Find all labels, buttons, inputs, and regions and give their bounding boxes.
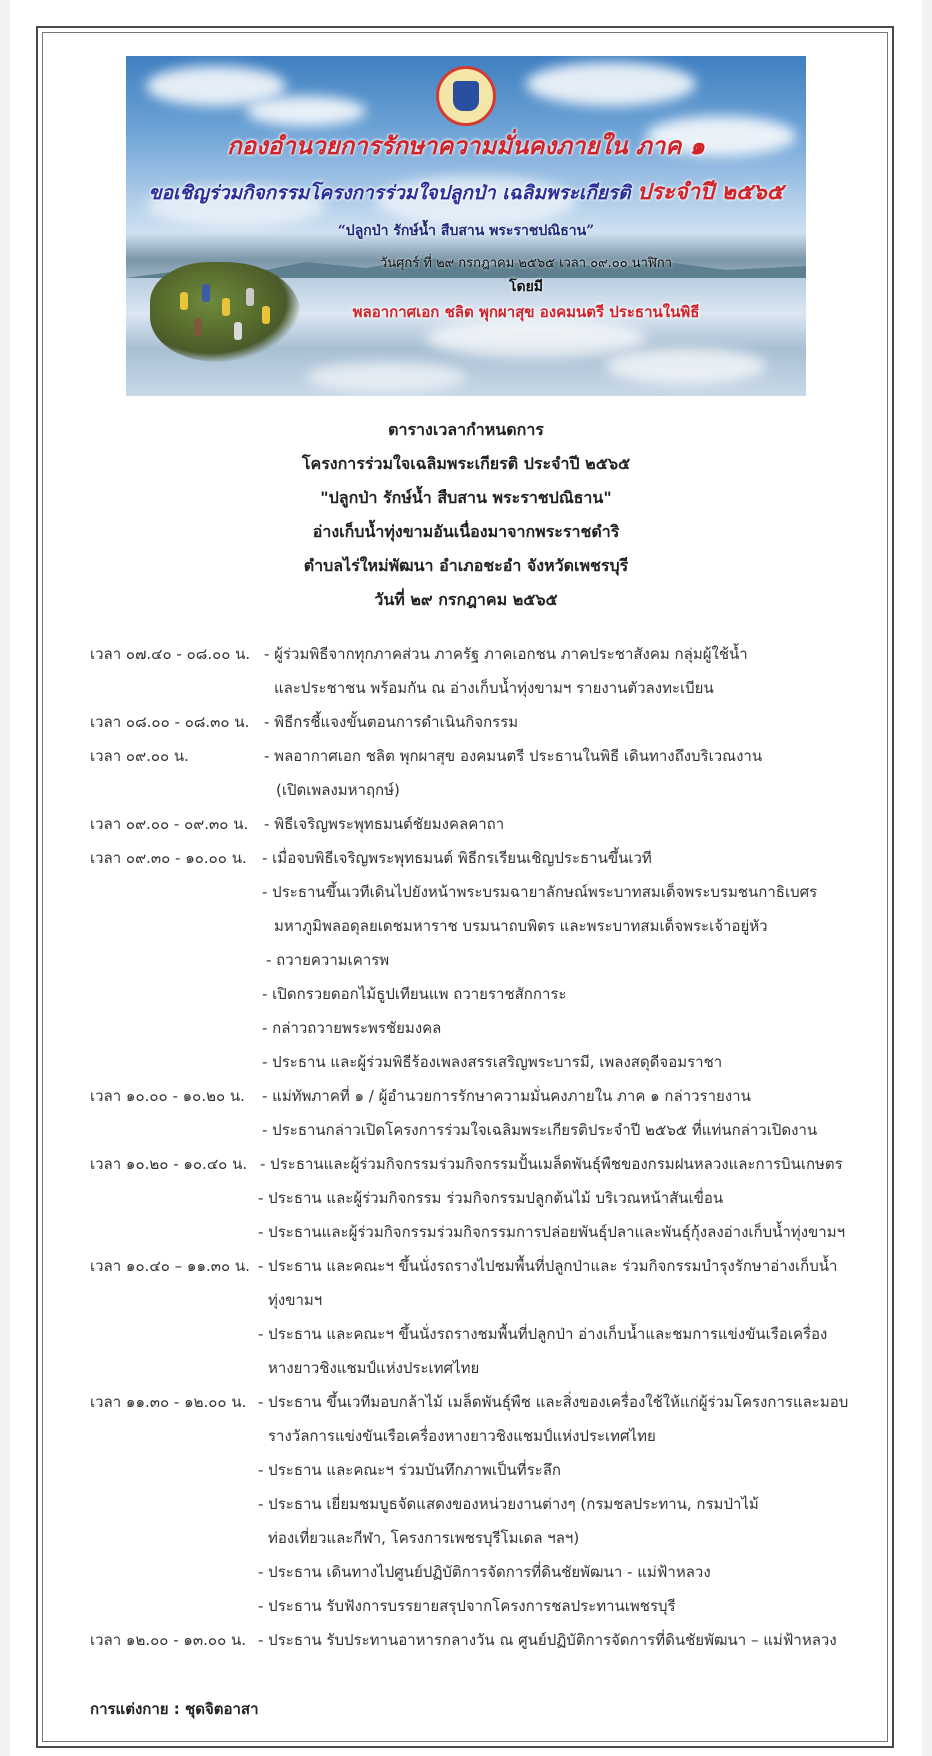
banner-title: กองอำนวยการรักษาความมั่นคงภายใน ภาค ๑	[227, 131, 705, 160]
schedule-description: - ประธาน ขึ้นเวทีมอบกล้าไม้ เมล็ดพันธุ์พืช และสิ่งของเครื่องใช้ให้แก่ผู้ร่วมโครงการและมอบ	[258, 1393, 849, 1411]
location-heading: ตำบลไร่ใหม่พัฒนา อำเภอชะอำ จังหวัดเพชรบุรี	[303, 556, 629, 575]
schedule-description: - ประธาน เยี่ยมชมบูธจัดแสดงของหน่วยงานต่างๆ (กรมชลประทาน, กรมป่าไม้	[258, 1495, 759, 1513]
schedule-time: เวลา ๐๘.๐๐ - ๐๘.๓๐ น.	[90, 713, 250, 731]
schedule-time: เวลา ๐๙.๐๐ น.	[90, 747, 189, 765]
banner-chairperson: พลอากาศเอก ชลิต พุกผาสุข องคมนตรี ประธานในพิธี	[352, 303, 700, 321]
schedule-description: ท่องเที่ยวและกีฬา, โครงการเพชรบุรีโมเดล ฯลฯ)	[268, 1529, 580, 1547]
schedule-time: เวลา ๐๙.๐๐ - ๐๙.๓๐ น.	[90, 815, 249, 833]
schedule-time: เวลา ๐๙.๓๐ - ๑๐.๐๐ น.	[90, 849, 247, 867]
schedule-heading: ตารางเวลากำหนดการ	[388, 420, 544, 439]
banner-by: โดยมี	[508, 279, 544, 295]
schedule-description: - ประธาน และคณะฯ ขึ้นนั่งรถรางชมพื้นที่ปลูกป่า อ่างเก็บน้ำและชมการแข่งขันเรือเครื่อง	[258, 1325, 828, 1343]
schedule-description: - เปิดกรวยดอกไม้ธูปเทียนแพ ถวายราชสักการะ	[262, 985, 567, 1003]
schedule-description: - พิธีเจริญพระพุทธมนต์ชัยมงคลคาถา	[264, 815, 505, 833]
isoc-seal-logo	[436, 66, 496, 126]
schedule-description: รางวัลการแข่งขันเรือเครื่องหางยาวชิงแชมป์แห่งประเทศไทย	[268, 1427, 656, 1445]
schedule-description: มหาภูมิพลอดุลยเดชมหาราช บรมนาถบพิตร และพระบาทสมเด็จพระเจ้าอยู่หัว	[274, 917, 768, 935]
schedule-description: - กล่าวถวายพระพรชัยมงคล	[262, 1019, 442, 1037]
schedule-description: - ประธาน รับประทานอาหารกลางวัน ณ ศูนย์ปฏิบัติการจัดการที่ดินชัยพัฒนา – แม่ฟ้าหลวง	[258, 1631, 837, 1649]
schedule-description: - ประธาน และผู้ร่วมพิธีร้องเพลงสรรเสริญพระบารมี, เพลงสดุดีจอมราชา	[262, 1053, 723, 1071]
schedule-time: เวลา ๑๐.๐๐ - ๑๐.๒๐ น.	[90, 1087, 245, 1105]
schedule-description: - เมื่อจบพิธีเจริญพระพุทธมนต์ พิธีกรเรียนเชิญประธานขึ้นเวที	[262, 849, 652, 867]
schedule-description: - พิธีกรชี้แจงขั้นตอนการดำเนินกิจกรรม	[264, 713, 519, 731]
schedule-description: - ประธาน รับฟังการบรรยายสรุปจากโครงการชลประทานเพชรบุรี	[258, 1597, 676, 1615]
event-banner	[126, 56, 806, 396]
schedule-description: และประชาชน พร้อมกัน ณ อ่างเก็บน้ำทุ่งขามฯ รายงานตัวลงทะเบียน	[274, 679, 714, 697]
banner-invite-year: ประจำปี ๒๕๖๕	[637, 179, 784, 205]
schedule-time: เวลา ๑๐.๔๐ – ๑๑.๓๐ น.	[90, 1257, 250, 1275]
banner-date: วันศุกร์ ที่ ๒๙ กรกฎาคม ๒๕๖๕ เวลา ๐๙.๐๐ นาฬิกา	[379, 256, 673, 271]
banner-quote: “ปลูกป่า รักษ์น้ำ สืบสาน พระราชปณิธาน”	[337, 223, 595, 239]
venue-heading: อ่างเก็บน้ำทุ่งขามอันเนื่องมาจากพระราชดำริ	[312, 522, 620, 541]
banner-invite-text: ขอเชิญร่วมกิจกรรมโครงการร่วมใจปลูกป่า เฉลิมพระเกียรติ	[148, 182, 631, 204]
schedule-description: - ประธาน และคณะฯ ขึ้นนั่งรถรางไปชมพื้นที่ปลูกป่าและ ร่วมกิจกรรมบำรุงรักษาอ่างเก็บน้ำ	[258, 1257, 838, 1275]
motto-heading: "ปลูกป่า รักษ์น้ำ สืบสาน พระราชปณิธาน"	[320, 488, 612, 507]
schedule-time: เวลา ๑๐.๒๐ - ๑๐.๔๐ น.	[90, 1155, 248, 1173]
schedule-description: - ถวายความเคารพ	[266, 951, 390, 969]
schedule-description: - ประธานกล่าวเปิดโครงการร่วมใจเฉลิมพระเกียรติประจำปี ๒๕๖๕ ที่แท่นกล่าวเปิดงาน	[262, 1121, 818, 1139]
schedule-description: - ผู้ร่วมพิธีจากทุกภาคส่วน ภาครัฐ ภาคเอกชน ภาคประชาสังคม กลุ่มผู้ใช้น้ำ	[264, 645, 748, 663]
project-heading: โครงการร่วมใจเฉลิมพระเกียรติ ประจำปี ๒๕๖๕	[301, 454, 631, 473]
schedule-time: เวลา ๑๑.๓๐ - ๑๒.๐๐ น.	[90, 1393, 247, 1411]
banner-invite	[126, 174, 806, 209]
schedule-description: - พลอากาศเอก ชลิต พุกผาสุข องคมนตรี ประธานในพิธี เดินทางถึงบริเวณงาน	[264, 747, 763, 765]
date-heading: วันที่ ๒๙ กรกฎาคม ๒๕๖๕	[374, 590, 558, 609]
schedule-description: - ประธานและผู้ร่วมกิจกรรมร่วมกิจกรรมการปล่อยพันธุ์ปลาและพันธุ์กุ้งลงอ่างเก็บน้ำทุ่งขามฯ	[258, 1223, 845, 1241]
schedule-description: - แม่ทัพภาคที่ ๑ / ผู้อำนวยการรักษาความมั่นคงภายใน ภาค ๑ กล่าวรายงาน	[262, 1087, 751, 1105]
schedule-description: - ประธาน และคณะฯ ร่วมบันทึกภาพเป็นที่ระลึก	[258, 1461, 562, 1479]
schedule-description: - ประธาน เดินทางไปศูนย์ปฏิบัติการจัดการที่ดินชัยพัฒนา - แม่ฟ้าหลวง	[258, 1563, 711, 1581]
schedule-description: - ประธานขึ้นเวทีเดินไปยังหน้าพระบรมฉายาลักษณ์พระบาทสมเด็จพระบรมชนกาธิเบศร	[262, 883, 818, 901]
schedule-description: (เปิดเพลงมหาฤกษ์)	[276, 781, 400, 799]
schedule-description: ทุ่งขามฯ	[268, 1291, 323, 1309]
dress-code: การแต่งกาย : ชุดจิตอาสา	[90, 1700, 259, 1718]
schedule-time: เวลา ๐๗.๔๐ - ๐๘.๐๐ น.	[90, 645, 251, 663]
schedule-description: - ประธานและผู้ร่วมกิจกรรมร่วมกิจกรรมปั้นเมล็ดพันธุ์พืชของกรมฝนหลวงและการบินเกษตร	[260, 1155, 843, 1173]
schedule-description: - ประธาน และผู้ร่วมกิจกรรม ร่วมกิจกรรมปลูกต้นไม้ บริเวณหน้าสันเขื่อน	[258, 1189, 724, 1207]
schedule-time: เวลา ๑๒.๐๐ - ๑๓.๐๐ น.	[90, 1631, 247, 1649]
schedule-description: หางยาวชิงแชมป์แห่งประเทศไทย	[268, 1359, 480, 1377]
